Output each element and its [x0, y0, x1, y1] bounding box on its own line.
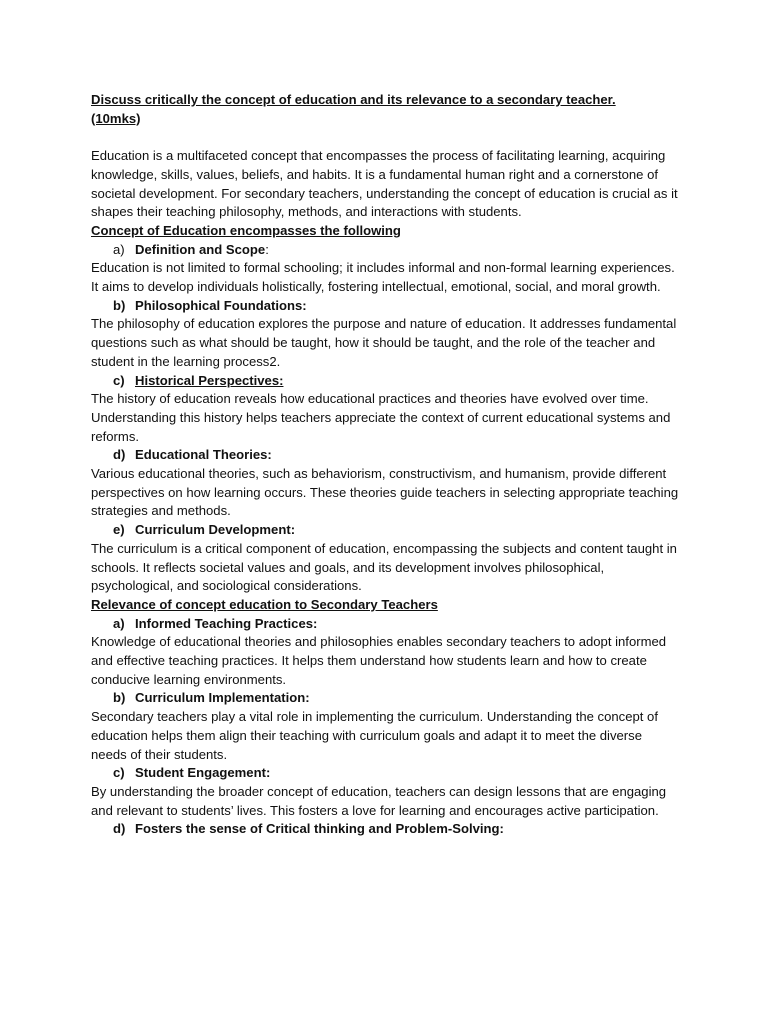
item-letter: a): [113, 241, 125, 257]
item-label: Fosters the sense of Critical thinking and Problem-Solving:: [135, 821, 504, 837]
item-heading: [91, 689, 680, 708]
item-heading: [91, 446, 680, 465]
item-letter: c): [113, 765, 125, 781]
section-heading-relevance: Relevance of concept education to Secondary Teachers: [91, 596, 438, 612]
item-letter: b): [113, 690, 126, 706]
item-heading: [91, 615, 680, 634]
blank-line: [91, 128, 680, 147]
item-heading: [91, 521, 680, 540]
item-heading: [91, 297, 680, 316]
item-body: Education is not limited to formal schooling; it includes informal and non-formal learning experiences. It aims to develop individuals holistically, fostering intellectual, emotional, social, and moral growth.: [91, 260, 675, 295]
title-line-1: Discuss critically the concept of education and its relevance to a secondary teacher.: [91, 92, 616, 107]
item-letter: d): [113, 821, 126, 837]
item-letter: a): [113, 615, 125, 631]
item-label: Philosophical Foundations:: [135, 297, 307, 313]
item-letter: c): [113, 372, 125, 388]
item-body: Various educational theories, such as behaviorism, constructivism, and humanism, provide different perspectives on how learning occurs. These theories guide teachers in selecting appropriate teaching strategies and methods.: [91, 466, 679, 519]
item-label: Historical Perspectives:: [135, 372, 284, 388]
item-body: The curriculum is a critical component of education, encompassing the subjects and content taught in schools. It reflects societal values and goals, and its development involves philosophical, psychological, and sociological considerations.: [91, 540, 677, 594]
item-label: Educational Theories:: [135, 447, 272, 463]
item-heading: [91, 372, 680, 391]
item-body: The philosophy of education explores the purpose and nature of education. It addresses fundamental questions such as what should be taught, how it should be taught, and the role of the teacher and student in the learning process2.: [91, 316, 677, 369]
section-heading-concept: Concept of Education encompasses the following: [91, 222, 401, 238]
item-body: Knowledge of educational theories and philosophies enables secondary teachers to adopt informed and effective teaching practices. It helps them understand how students learn and how to create conducive learning environments.: [91, 634, 667, 687]
title-line-2: (10mks): [91, 110, 141, 126]
item-body: By understanding the broader concept of education, teachers can design lessons that are engaging and relevant to students’ lives. This fosters a love for learning and encourages active participation.: [91, 784, 667, 818]
item-label: Definition and Scope: [135, 241, 266, 257]
item-heading: [91, 820, 680, 839]
item-heading: [91, 241, 680, 260]
intro-paragraph: Education is a multifaceted concept that encompasses the process of facilitating learning, acquiring knowledge, skills, values, beliefs, and habits. It is a fundamental human right and a cornerstone of societal development. For secondary teachers, understanding the concept of education is crucial as it shapes their teaching philosophy, methods, and interactions with students.: [91, 148, 678, 220]
item-letter: b): [113, 297, 126, 313]
item-letter: d): [113, 447, 126, 463]
item-label: Curriculum Implementation:: [135, 690, 310, 706]
item-body: Secondary teachers play a vital role in implementing the curriculum. Understanding the concept of education helps them align their teaching with curriculum goals and adapt it to meet the diverse needs of their students.: [91, 709, 658, 762]
item-letter: e): [113, 522, 125, 538]
item-label: Informed Teaching Practices:: [135, 615, 318, 631]
item-label: Curriculum Development:: [135, 522, 296, 538]
item-label: Student Engagement:: [135, 765, 271, 781]
document-title: [91, 91, 680, 128]
item-suffix: :: [265, 241, 269, 257]
item-heading: [91, 764, 680, 783]
item-body: The history of education reveals how educational practices and theories have evolved over time. Understanding this history helps teachers appreciate the context of current educational systems and reforms.: [91, 391, 671, 444]
